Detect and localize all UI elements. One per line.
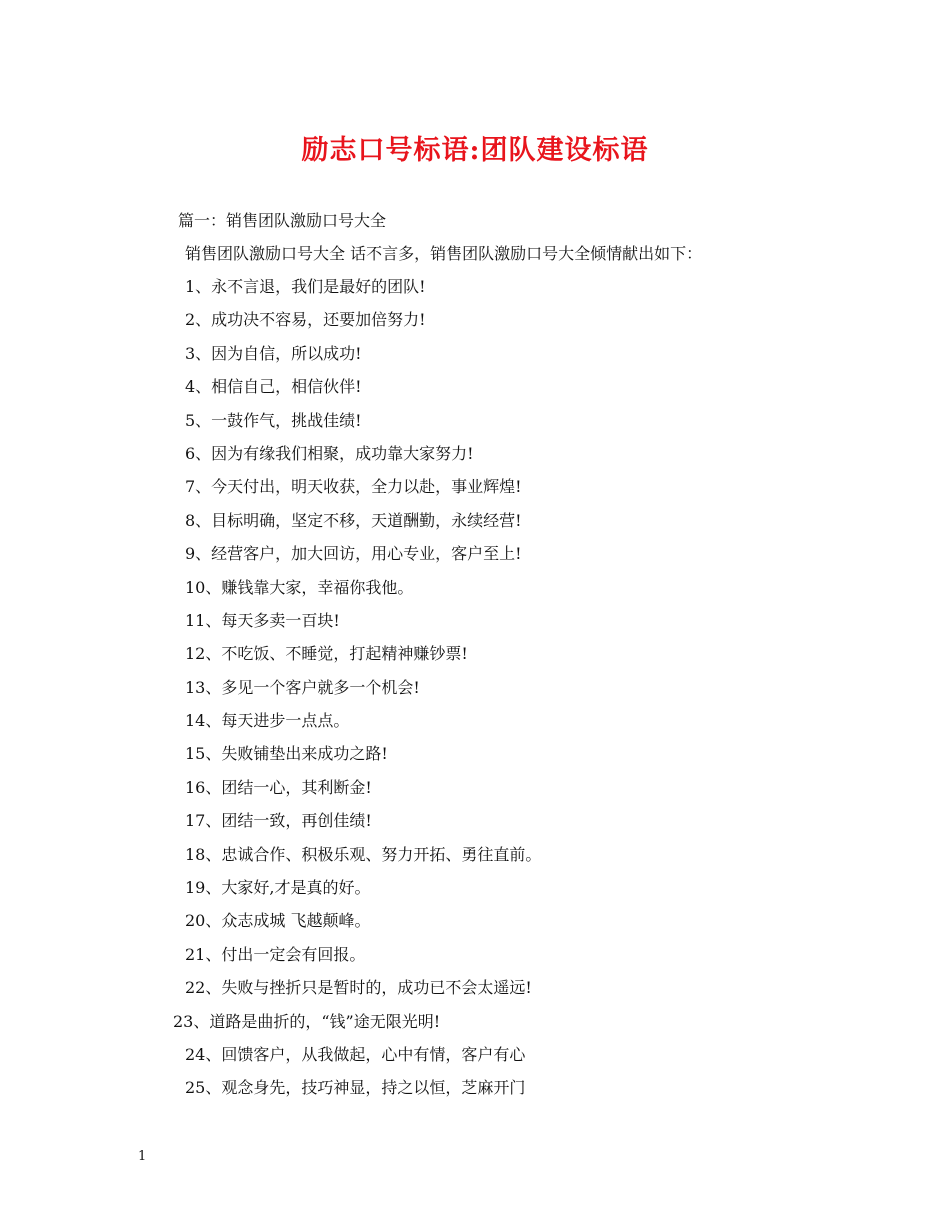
list-item: 13、多见一个客户就多一个机会! bbox=[185, 677, 420, 697]
list-item: 15、失败铺垫出来成功之路! bbox=[185, 744, 388, 764]
list-item: 23、道路是曲折的，“钱”途无限光明! bbox=[173, 1011, 441, 1031]
list-item: 19、大家好,才是真的好。 bbox=[185, 878, 371, 898]
slogan-list bbox=[0, 276, 950, 1111]
intro-paragraph: 销售团队激励口号大全 话不言多，销售团队激励口号大全倾情献出如下： bbox=[185, 244, 703, 263]
list-item: 5、一鼓作气，挑战佳绩! bbox=[185, 410, 362, 430]
list-item: 8、目标明确，坚定不移，天道酬勤，永续经营! bbox=[185, 510, 522, 530]
list-item: 3、因为自信，所以成功! bbox=[185, 343, 362, 363]
list-item: 12、不吃饭、不睡觉，打起精神赚钞票! bbox=[185, 644, 468, 664]
list-item: 11、每天多卖一百块! bbox=[185, 610, 340, 630]
list-item: 2、成功决不容易，还要加倍努力! bbox=[185, 310, 426, 330]
list-item: 25、观念身先，技巧神显，持之以恒，芝麻开门 bbox=[185, 1078, 526, 1098]
list-item: 22、失败与挫折只是暂时的，成功已不会太遥远! bbox=[185, 978, 532, 998]
list-item: 10、赚钱靠大家，幸福你我他。 bbox=[185, 577, 414, 597]
list-item: 20、众志成城 飞越颠峰。 bbox=[185, 911, 371, 931]
list-item: 7、今天付出，明天收获，全力以赴，事业辉煌! bbox=[185, 477, 522, 497]
document-title: 励志口号标语:团队建设标语 bbox=[301, 135, 649, 166]
list-item: 24、回馈客户，从我做起，心中有情，客户有心 bbox=[185, 1044, 526, 1064]
list-item: 9、经营客户，加大回访，用心专业，客户至上! bbox=[185, 544, 522, 564]
list-item: 4、相信自己，相信伙伴! bbox=[185, 377, 362, 397]
list-item: 21、付出一定会有回报。 bbox=[185, 944, 366, 964]
list-item: 18、忠诚合作、积极乐观、努力开拓、勇往直前。 bbox=[185, 844, 542, 864]
list-item: 16、团结一心，其利断金! bbox=[185, 777, 372, 797]
list-item: 6、因为有缘我们相聚，成功靠大家努力! bbox=[185, 443, 474, 463]
list-item: 1、永不言退，我们是最好的团队! bbox=[185, 277, 426, 296]
list-item: 14、每天进步一点点。 bbox=[185, 711, 350, 731]
page-number: 1 bbox=[138, 1149, 147, 1164]
list-item: 17、团结一致，再创佳绩! bbox=[185, 811, 372, 831]
section-heading: 篇一：销售团队激励口号大全 bbox=[178, 211, 387, 230]
